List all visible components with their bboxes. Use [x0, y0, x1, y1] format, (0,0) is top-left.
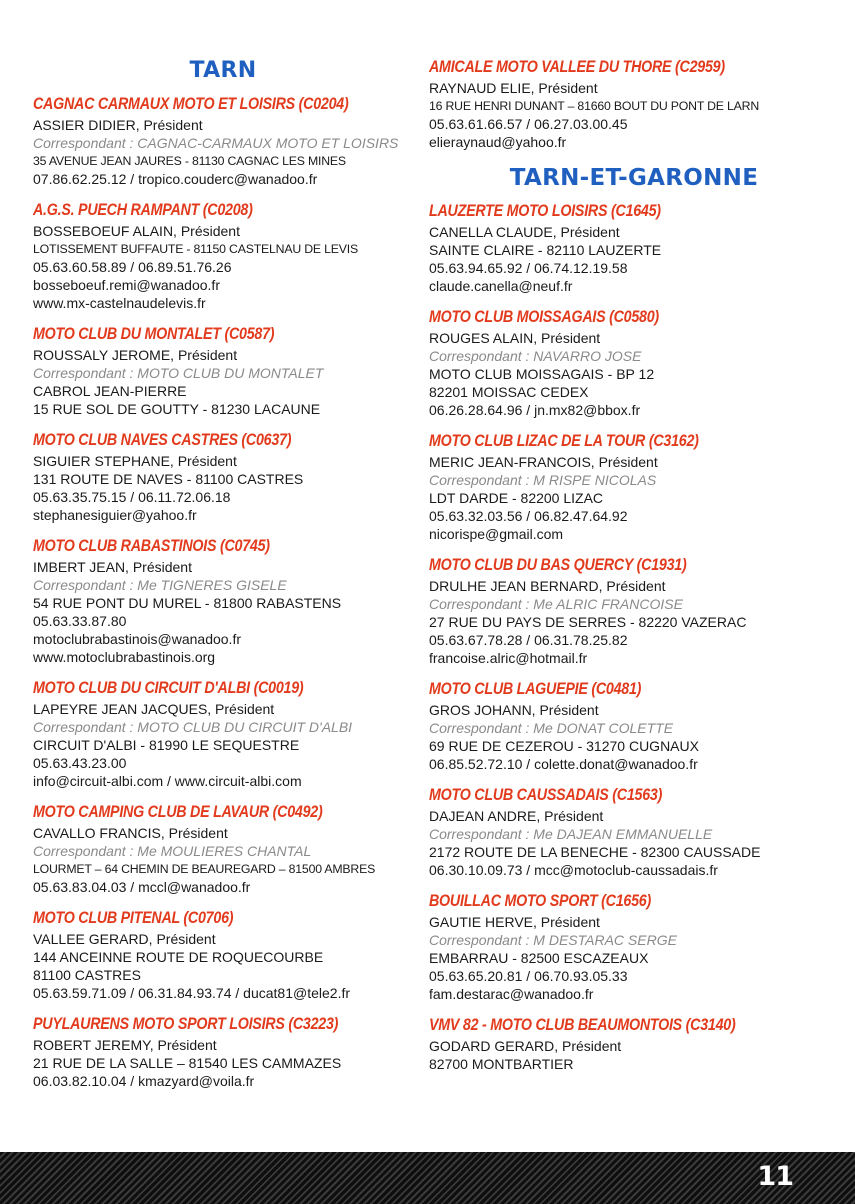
club-detail: 05.63.43.23.00 [33, 755, 127, 771]
club-detail: 05.63.59.71.09 / 06.31.84.93.74 / ducat81@tele2.fr [33, 985, 351, 1001]
club-detail: 82700 MONTBARTIER [429, 1056, 574, 1072]
club-detail: 05.63.94.65.92 / 06.74.12.19.58 [429, 260, 628, 276]
club-correspondent: Correspondant : MOTO CLUB DU MONTALET [33, 365, 324, 381]
club-detail: bosseboeuf.remi@wanadoo.fr [33, 277, 220, 293]
footer-bar [0, 1152, 855, 1204]
club-detail: 05.63.61.66.57 / 06.27.03.00.45 [429, 116, 628, 132]
club-correspondent: Correspondant : Me MOULIERES CHANTAL [33, 843, 312, 859]
club-detail: 131 ROUTE DE NAVES - 81100 CASTRES [33, 471, 304, 487]
club-title: MOTO CLUB DU CIRCUIT D'ALBI (C0019) [33, 678, 304, 697]
club-president: CAVALLO FRANCIS, Président [33, 825, 228, 841]
club-detail: 05.63.83.04.03 / mccl@wanadoo.fr [33, 879, 251, 895]
club-detail: info@circuit-albi.com / www.circuit-albi.com [33, 773, 302, 789]
club-address: LOTISSEMENT BUFFAUTE - 81150 CASTELNAU DE LEVIS [33, 242, 358, 256]
club-entry [429, 306, 839, 419]
club-detail: 06.03.82.10.04 / kmazyard@voila.fr [33, 1073, 255, 1089]
club-president: IMBERT JEAN, Président [33, 559, 192, 575]
club-detail: francoise.alric@hotmail.fr [429, 650, 588, 666]
club-title: LAUZERTE MOTO LOISIRS (C1645) [429, 201, 661, 220]
club-title: MOTO CLUB RABASTINOIS (C0745) [33, 536, 270, 555]
club-detail: www.mx-castelnaudelevis.fr [33, 295, 206, 311]
club-entry [429, 678, 839, 773]
right-column [429, 56, 839, 1084]
club-correspondent: Correspondant : Me DAJEAN EMMANUELLE [429, 826, 713, 842]
club-title: A.G.S. PUECH RAMPANT (C0208) [33, 200, 253, 219]
club-detail: 21 RUE DE LA SALLE – 81540 LES CAMMAZES [33, 1055, 342, 1071]
club-detail: CABROL JEAN-PIERRE [33, 383, 187, 399]
club-detail: 06.26.28.64.96 / jn.mx82@bbox.fr [429, 402, 641, 418]
club-correspondent: Correspondant : M DESTARAC SERGE [429, 932, 677, 948]
club-detail: 81100 CASTRES [33, 967, 141, 983]
club-president: ROUSSALY JEROME, Président [33, 347, 238, 363]
club-address: 35 AVENUE JEAN JAURES - 81130 CAGNAC LES MINES [33, 154, 346, 168]
club-list-tarn-continued [429, 56, 839, 151]
club-title: PUYLAURENS MOTO SPORT LOISIRS (C3223) [33, 1014, 339, 1033]
club-title: MOTO CLUB NAVES CASTRES (C0637) [33, 430, 292, 449]
club-detail: 69 RUE DE CEZEROU - 31270 CUGNAUX [429, 738, 699, 754]
club-entry [33, 801, 413, 896]
club-detail: claude.canella@neuf.fr [429, 278, 573, 294]
club-correspondent: Correspondant : Me ALRIC FRANCOISE [429, 596, 683, 612]
club-detail: fam.destarac@wanadoo.fr [429, 986, 594, 1002]
club-entry [33, 1013, 413, 1090]
club-entry [33, 677, 413, 790]
club-detail: 05.63.60.58.89 / 06.89.51.76.26 [33, 259, 232, 275]
club-detail: 05.63.35.75.15 / 06.11.72.06.18 [33, 489, 231, 505]
region-title-tarn-et-garonne: TARN-ET-GARONNE [509, 165, 759, 191]
club-detail: 06.30.10.09.73 / mcc@motoclub-caussadais.fr [429, 862, 718, 878]
club-title: BOUILLAC MOTO SPORT (C1656) [429, 891, 651, 910]
club-president: CANELLA CLAUDE, Président [429, 224, 620, 240]
club-entry [429, 890, 839, 1003]
club-entry [33, 429, 413, 524]
club-detail: nicorispe@gmail.com [429, 526, 564, 542]
club-entry [429, 56, 839, 151]
left-column [33, 56, 413, 1101]
club-correspondent: Correspondant : Me TIGNERES GISELE [33, 577, 287, 593]
club-correspondent: Correspondant : M RISPE NICOLAS [429, 472, 657, 488]
club-detail: 144 ANCEINNE ROUTE DE ROQUECOURBE [33, 949, 324, 965]
club-detail: motoclubrabastinois@wanadoo.fr [33, 631, 241, 647]
club-detail: 06.85.52.72.10 / colette.donat@wanadoo.fr [429, 756, 698, 772]
club-president: ROUGES ALAIN, Président [429, 330, 601, 346]
club-entry [33, 323, 413, 418]
club-detail: 07.86.62.25.12 / tropico.couderc@wanadoo.fr [33, 171, 318, 187]
club-address: LOURMET – 64 CHEMIN DE BEAUREGARD – 81500 AMBRES [33, 862, 376, 876]
club-president: GAUTIE HERVE, Président [429, 914, 600, 930]
club-detail: SAINTE CLAIRE - 82110 LAUZERTE [429, 242, 662, 258]
club-entry [33, 93, 413, 188]
club-detail: EMBARRAU - 82500 ESCAZEAUX [429, 950, 649, 966]
club-title: MOTO CLUB PITENAL (C0706) [33, 908, 234, 927]
club-president: MERIC JEAN-FRANCOIS, Président [429, 454, 658, 470]
club-entry [429, 784, 839, 879]
club-list-tarn-et-garonne [429, 200, 839, 1073]
club-detail: 82201 MOISSAC CEDEX [429, 384, 589, 400]
club-title: MOTO CLUB DU MONTALET (C0587) [33, 324, 275, 343]
region-title-tarn: TARN [189, 58, 257, 83]
club-detail: 05.63.33.87.80 [33, 613, 127, 629]
club-president: GODARD GERARD, Président [429, 1038, 622, 1054]
club-entry [429, 200, 839, 295]
club-entry [33, 907, 413, 1002]
club-list-tarn [33, 93, 413, 1090]
club-title: MOTO CLUB MOISSAGAIS (C0580) [429, 307, 659, 326]
club-president: ASSIER DIDIER, Président [33, 117, 203, 133]
club-title: MOTO CAMPING CLUB DE LAVAUR (C0492) [33, 802, 323, 821]
club-detail: stephanesiguier@yahoo.fr [33, 507, 197, 523]
club-title: AMICALE MOTO VALLEE DU THORE (C2959) [429, 57, 725, 76]
club-detail: www.motoclubrabastinois.org [33, 649, 216, 665]
club-president: VALLEE GERARD, Président [33, 931, 216, 947]
club-detail: 2172 ROUTE DE LA BENECHE - 82300 CAUSSADE [429, 844, 761, 860]
club-president: GROS JOHANN, Président [429, 702, 599, 718]
club-title: MOTO CLUB LIZAC DE LA TOUR (C3162) [429, 431, 699, 450]
club-correspondent: Correspondant : Me DONAT COLETTE [429, 720, 674, 736]
club-detail: 05.63.65.20.81 / 06.70.93.05.33 [429, 968, 628, 984]
club-detail: elieraynaud@yahoo.fr [429, 134, 567, 150]
club-detail: 54 RUE PONT DU MUREL - 81800 RABASTENS [33, 595, 342, 611]
club-detail: 05.63.32.03.56 / 06.82.47.64.92 [429, 508, 628, 524]
club-entry [33, 535, 413, 666]
club-correspondent: Correspondant : NAVARRO JOSE [429, 348, 642, 364]
club-title: MOTO CLUB DU BAS QUERCY (C1931) [429, 555, 687, 574]
club-title: CAGNAC CARMAUX MOTO ET LOISIRS (C0204) [33, 94, 349, 113]
page-number: 11 [757, 1161, 793, 1192]
club-president: LAPEYRE JEAN JACQUES, Président [33, 701, 275, 717]
club-president: BOSSEBOEUF ALAIN, Président [33, 223, 240, 239]
club-address: 16 RUE HENRI DUNANT – 81660 BOUT DU PONT DE LARN [429, 99, 760, 113]
club-title: MOTO CLUB LAGUEPIE (C0481) [429, 679, 642, 698]
club-title: MOTO CLUB CAUSSADAIS (C1563) [429, 785, 663, 804]
club-title: VMV 82 - MOTO CLUB BEAUMONTOIS (C3140) [429, 1015, 736, 1034]
club-correspondent: Correspondant : CAGNAC-CARMAUX MOTO ET LOISIRS [33, 135, 399, 151]
club-detail: 27 RUE DU PAYS DE SERRES - 82220 VAZERAC [429, 614, 747, 630]
club-detail: 05.63.67.78.28 / 06.31.78.25.82 [429, 632, 628, 648]
club-detail: MOTO CLUB MOISSAGAIS - BP 12 [429, 366, 655, 382]
club-president: DRULHE JEAN BERNARD, Président [429, 578, 666, 594]
club-detail: CIRCUIT D'ALBI - 81990 LE SEQUESTRE [33, 737, 300, 753]
club-president: SIGUIER STEPHANE, Président [33, 453, 237, 469]
club-correspondent: Correspondant : MOTO CLUB DU CIRCUIT D'ALBI [33, 719, 353, 735]
club-entry [33, 199, 413, 312]
club-detail: LDT DARDE - 82200 LIZAC [429, 490, 604, 506]
club-entry [429, 1014, 839, 1073]
club-detail: 15 RUE SOL DE GOUTTY - 81230 LACAUNE [33, 401, 321, 417]
club-president: ROBERT JEREMY, Président [33, 1037, 217, 1053]
club-entry [429, 430, 839, 543]
club-entry [429, 554, 839, 667]
club-president: DAJEAN ANDRE, Président [429, 808, 604, 824]
club-president: RAYNAUD ELIE, Président [429, 80, 598, 96]
